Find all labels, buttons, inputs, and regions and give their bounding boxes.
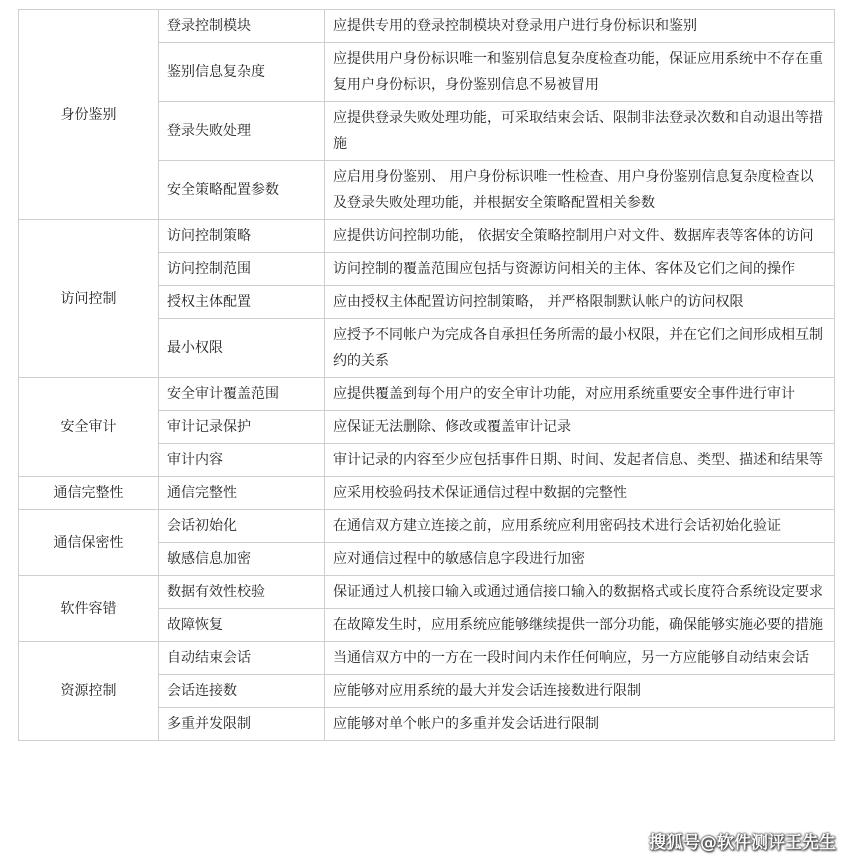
item-cell: 会话初始化 bbox=[159, 510, 325, 543]
item-cell: 安全策略配置参数 bbox=[159, 161, 325, 220]
description-cell: 应提供登录失败处理功能，可采取结束会话、限制非法登录次数和自动退出等措施 bbox=[325, 102, 835, 161]
description-cell: 应提供用户身份标识唯一和鉴别信息复杂度检查功能，保证应用系统中不存在重复用户身份标识，身份鉴别信息不易被冒用 bbox=[325, 43, 835, 102]
item-cell: 登录控制模块 bbox=[159, 10, 325, 43]
description-cell: 应授予不同帐户为完成各自承担任务所需的最小权限，并在它们之间形成相互制约的关系 bbox=[325, 319, 835, 378]
description-cell: 在故障发生时，应用系统应能够继续提供一部分功能，确保能够实施必要的措施 bbox=[325, 609, 835, 642]
description-cell: 应采用校验码技术保证通信过程中数据的完整性 bbox=[325, 477, 835, 510]
item-cell: 登录失败处理 bbox=[159, 102, 325, 161]
table-row bbox=[19, 10, 835, 43]
table-row bbox=[19, 576, 835, 609]
category-cell: 安全审计 bbox=[19, 378, 159, 477]
item-cell: 最小权限 bbox=[159, 319, 325, 378]
description-cell: 保证通过人机接口输入或通过通信接口输入的数据格式或长度符合系统设定要求 bbox=[325, 576, 835, 609]
category-cell: 资源控制 bbox=[19, 642, 159, 741]
item-cell: 会话连接数 bbox=[159, 675, 325, 708]
table-row bbox=[19, 378, 835, 411]
item-cell: 通信完整性 bbox=[159, 477, 325, 510]
description-cell: 应提供专用的登录控制模块对登录用户进行身份标识和鉴别 bbox=[325, 10, 835, 43]
description-cell: 应保证无法删除、修改或覆盖审计记录 bbox=[325, 411, 835, 444]
description-cell: 应对通信过程中的敏感信息字段进行加密 bbox=[325, 543, 835, 576]
item-cell: 审计记录保护 bbox=[159, 411, 325, 444]
item-cell: 故障恢复 bbox=[159, 609, 325, 642]
table-row bbox=[19, 510, 835, 543]
item-cell: 访问控制范围 bbox=[159, 253, 325, 286]
category-cell: 通信完整性 bbox=[19, 477, 159, 510]
table-row bbox=[19, 642, 835, 675]
item-cell: 访问控制策略 bbox=[159, 220, 325, 253]
description-cell: 访问控制的覆盖范围应包括与资源访问相关的主体、客体及它们之间的操作 bbox=[325, 253, 835, 286]
item-cell: 自动结束会话 bbox=[159, 642, 325, 675]
table-row bbox=[19, 477, 835, 510]
item-cell: 敏感信息加密 bbox=[159, 543, 325, 576]
item-cell: 审计内容 bbox=[159, 444, 325, 477]
description-cell: 应提供覆盖到每个用户的安全审计功能，对应用系统重要安全事件进行审计 bbox=[325, 378, 835, 411]
watermark: 搜狐号@软件测评王先生 bbox=[649, 833, 836, 853]
item-cell: 安全审计覆盖范围 bbox=[159, 378, 325, 411]
description-cell: 应启用身份鉴别、 用户身份标识唯一性检查、用户身份鉴别信息复杂度检查以及登录失败处理功能，并根据安全策略配置相关参数 bbox=[325, 161, 835, 220]
description-cell: 当通信双方中的一方在一段时间内未作任何响应，另一方应能够自动结束会话 bbox=[325, 642, 835, 675]
description-cell: 应由授权主体配置访问控制策略， 并严格限制默认帐户的访问权限 bbox=[325, 286, 835, 319]
security-requirements-table bbox=[18, 9, 835, 741]
category-cell: 通信保密性 bbox=[19, 510, 159, 576]
table-body bbox=[19, 10, 835, 741]
description-cell: 应能够对单个帐户的多重并发会话进行限制 bbox=[325, 708, 835, 741]
item-cell: 鉴别信息复杂度 bbox=[159, 43, 325, 102]
description-cell: 应能够对应用系统的最大并发会话连接数进行限制 bbox=[325, 675, 835, 708]
item-cell: 多重并发限制 bbox=[159, 708, 325, 741]
table-row bbox=[19, 220, 835, 253]
item-cell: 授权主体配置 bbox=[159, 286, 325, 319]
category-cell: 访问控制 bbox=[19, 220, 159, 378]
description-cell: 应提供访问控制功能， 依据安全策略控制用户对文件、数据库表等客体的访问 bbox=[325, 220, 835, 253]
category-cell: 身份鉴别 bbox=[19, 10, 159, 220]
description-cell: 审计记录的内容至少应包括事件日期、时间、发起者信息、类型、描述和结果等 bbox=[325, 444, 835, 477]
item-cell: 数据有效性校验 bbox=[159, 576, 325, 609]
description-cell: 在通信双方建立连接之前，应用系统应利用密码技术进行会话初始化验证 bbox=[325, 510, 835, 543]
category-cell: 软件容错 bbox=[19, 576, 159, 642]
